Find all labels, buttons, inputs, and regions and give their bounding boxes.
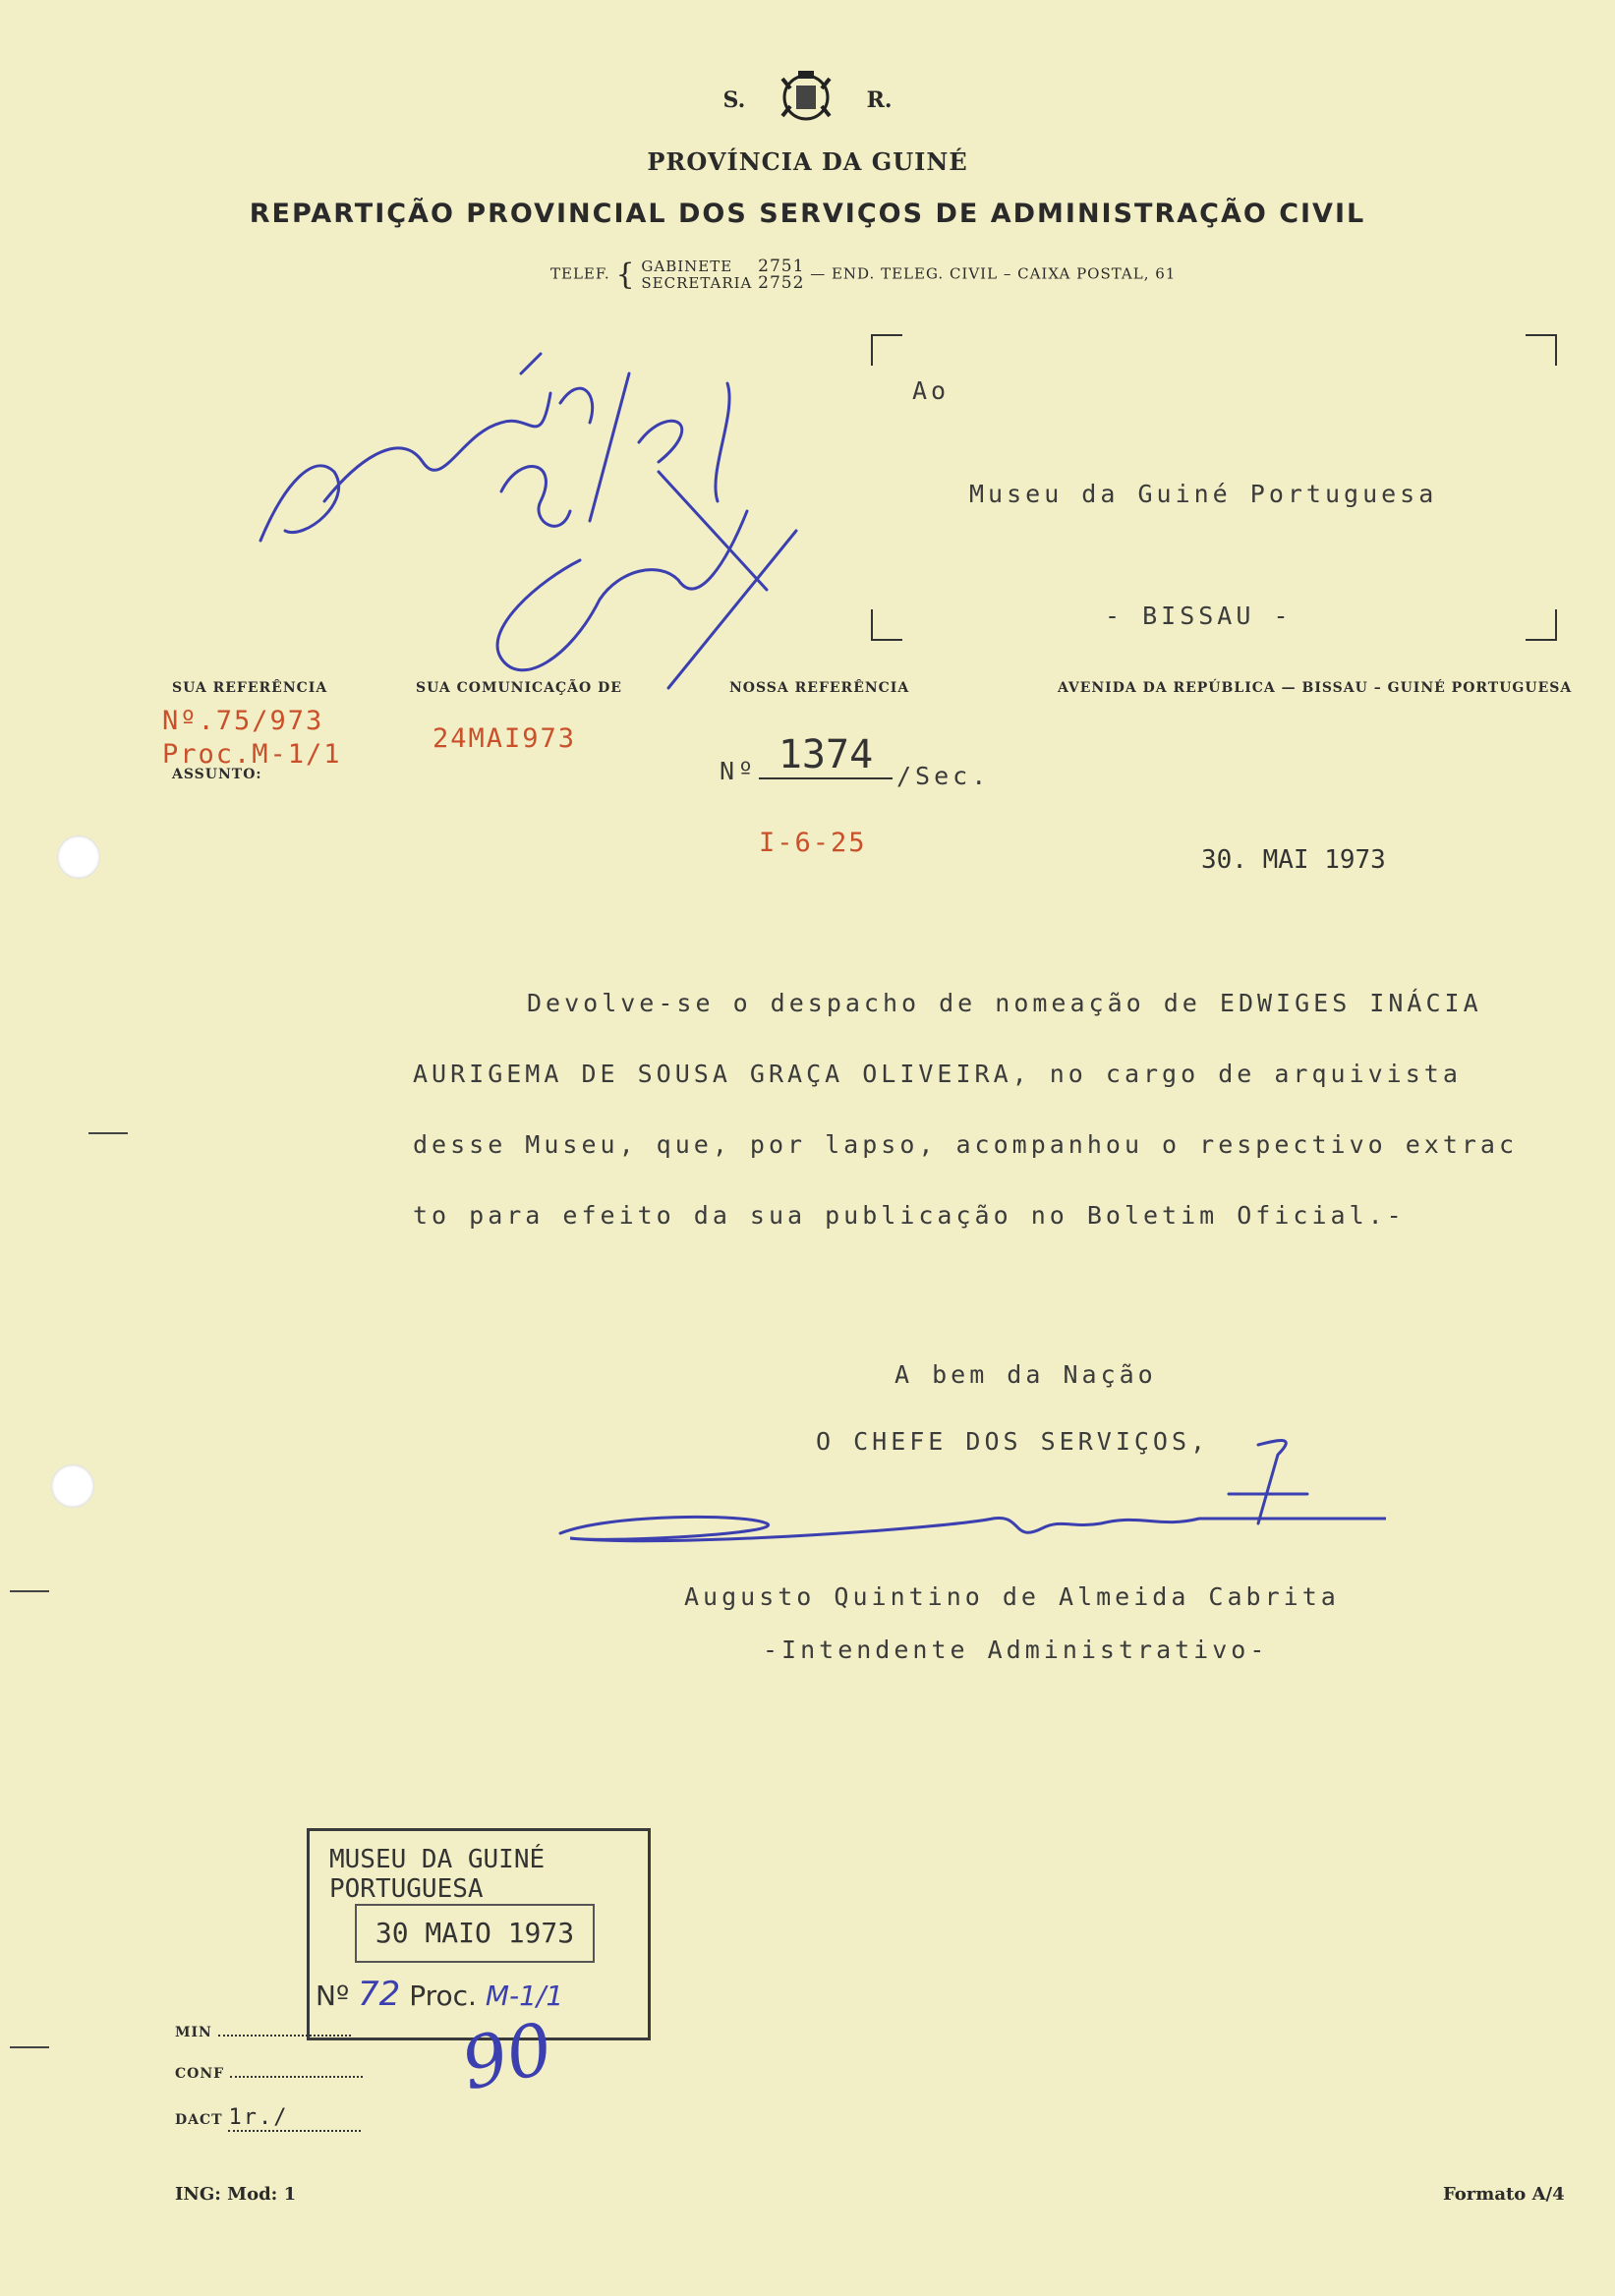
coat-of-arms-line: [0, 69, 1615, 132]
nossa-referencia-suffix: /Sec.: [896, 762, 991, 790]
body-line-1: Devolve-se o despacho de nomeação de EDWIGES INÁCIA: [527, 989, 1482, 1017]
closing-title: O CHEFE DOS SERVIÇOS,: [816, 1427, 1210, 1456]
min-line: [218, 2035, 351, 2037]
closing-salutation: A bem da Nação: [894, 1360, 1157, 1389]
binder-hole-top: [57, 835, 100, 879]
tel-label: TELEF.: [550, 264, 610, 283]
nossa-referencia-prefix: Nº: [720, 757, 758, 785]
recipient-city: - BISSAU -: [1105, 602, 1293, 630]
signatory-name: Augusto Quintino de Almeida Cabrita: [684, 1582, 1340, 1611]
comunicacao-date: 24MAI973: [433, 723, 577, 754]
recipient-name: Museu da Guiné Portuguesa: [969, 480, 1438, 508]
nossa-referencia-label: NOSSA REFERÊNCIA: [729, 680, 910, 696]
stamp-date-box: [355, 1904, 595, 1963]
fold-mark: [88, 1132, 128, 1134]
seal-right-letter: R.: [866, 87, 893, 113]
stamp-number-value: 72: [358, 1975, 401, 2014]
window-corner-tl: [871, 334, 902, 366]
fold-mark: [10, 2046, 49, 2048]
dact-label: DACT: [175, 2112, 223, 2128]
stamp-number-row: [316, 1975, 563, 2014]
form-code: ING: Mod: 1: [175, 2184, 297, 2205]
window-corner-bl: [871, 609, 902, 641]
coat-of-arms-icon: [775, 69, 837, 132]
conf-label: CONF: [175, 2066, 225, 2082]
stamp-museum-name: MUSEU DA GUINÉ PORTUGUESA: [329, 1845, 546, 1904]
body-line-4: to para efeito da sua publicação no Boletim Oficial.-: [413, 1201, 1406, 1230]
fold-mark: [10, 1590, 49, 1592]
dact-value: 1r./: [228, 2105, 361, 2132]
assunto-label: ASSUNTO:: [172, 767, 262, 782]
conf-row: [175, 2066, 363, 2082]
conf-line: [230, 2076, 363, 2078]
stamp-date: 30 MAIO 1973: [375, 1917, 575, 1949]
address-label: AVENIDA DA REPÚBLICA — BISSAU – GUINÉ PORTUGUESA: [1058, 680, 1573, 696]
paper-format: Formato A/4: [1443, 2184, 1565, 2205]
dact-row: [175, 2105, 361, 2132]
proc-value: Proc.M-1/1: [162, 739, 342, 770]
sua-referencia-label: SUA REFERÊNCIA: [172, 680, 328, 696]
binder-hole-bottom: [51, 1464, 94, 1508]
min-label: MIN: [175, 2025, 212, 2040]
signature-icon: [550, 1435, 1386, 1563]
stamp-handwritten-number: 90: [454, 2006, 560, 2106]
recipient-to: Ao: [912, 376, 951, 405]
sua-comunicacao-label: SUA COMUNICAÇÃO DE: [416, 680, 622, 696]
tel-gabinete-number: 2751: [758, 256, 805, 276]
window-corner-tr: [1526, 334, 1557, 366]
nossa-referencia-number: 1374: [759, 732, 893, 779]
sua-referencia-value: Nº.75/973: [162, 706, 324, 736]
file-code: I-6-25: [759, 828, 867, 858]
museum-receipt-stamp: [307, 1828, 651, 2040]
telephone-line: TELEF. { GABINETE SECRETARIA 2751 2752 — END. TELEG. CIVIL – CAIXA POSTAL, 61: [550, 256, 1177, 293]
signatory-role: -Intendente Administrativo-: [763, 1636, 1269, 1664]
telegraph-address: — END. TELEG. CIVIL – CAIXA POSTAL, 61: [810, 264, 1177, 283]
tel-gabinete: GABINETE: [641, 257, 733, 275]
body-line-2: AURIGEMA DE SOUSA GRAÇA OLIVEIRA, no cargo de arquivista: [413, 1060, 1462, 1088]
handwritten-annotation-icon: [246, 334, 836, 727]
date-stamp: 30. MAI 1973: [1201, 845, 1386, 875]
tel-secretaria: SECRETARIA: [641, 273, 753, 292]
min-row: [175, 2025, 351, 2040]
department-title: REPARTIÇÃO PROVINCIAL DOS SERVIÇOS DE ADMINISTRAÇÃO CIVIL: [249, 199, 1366, 229]
window-corner-br: [1526, 609, 1557, 641]
body-line-3: desse Museu, que, por lapso, acompanhou o respectivo extrac: [413, 1130, 1519, 1159]
province-title: PROVÍNCIA DA GUINÉ: [647, 147, 968, 176]
tel-secretaria-number: 2752: [758, 272, 805, 293]
stamp-number-label: Nº: [316, 1980, 350, 2012]
seal-left-letter: S.: [722, 87, 746, 113]
stamp-proc-value: M-1/1: [485, 1980, 564, 2012]
stamp-proc-label: Proc.: [409, 1980, 477, 2012]
